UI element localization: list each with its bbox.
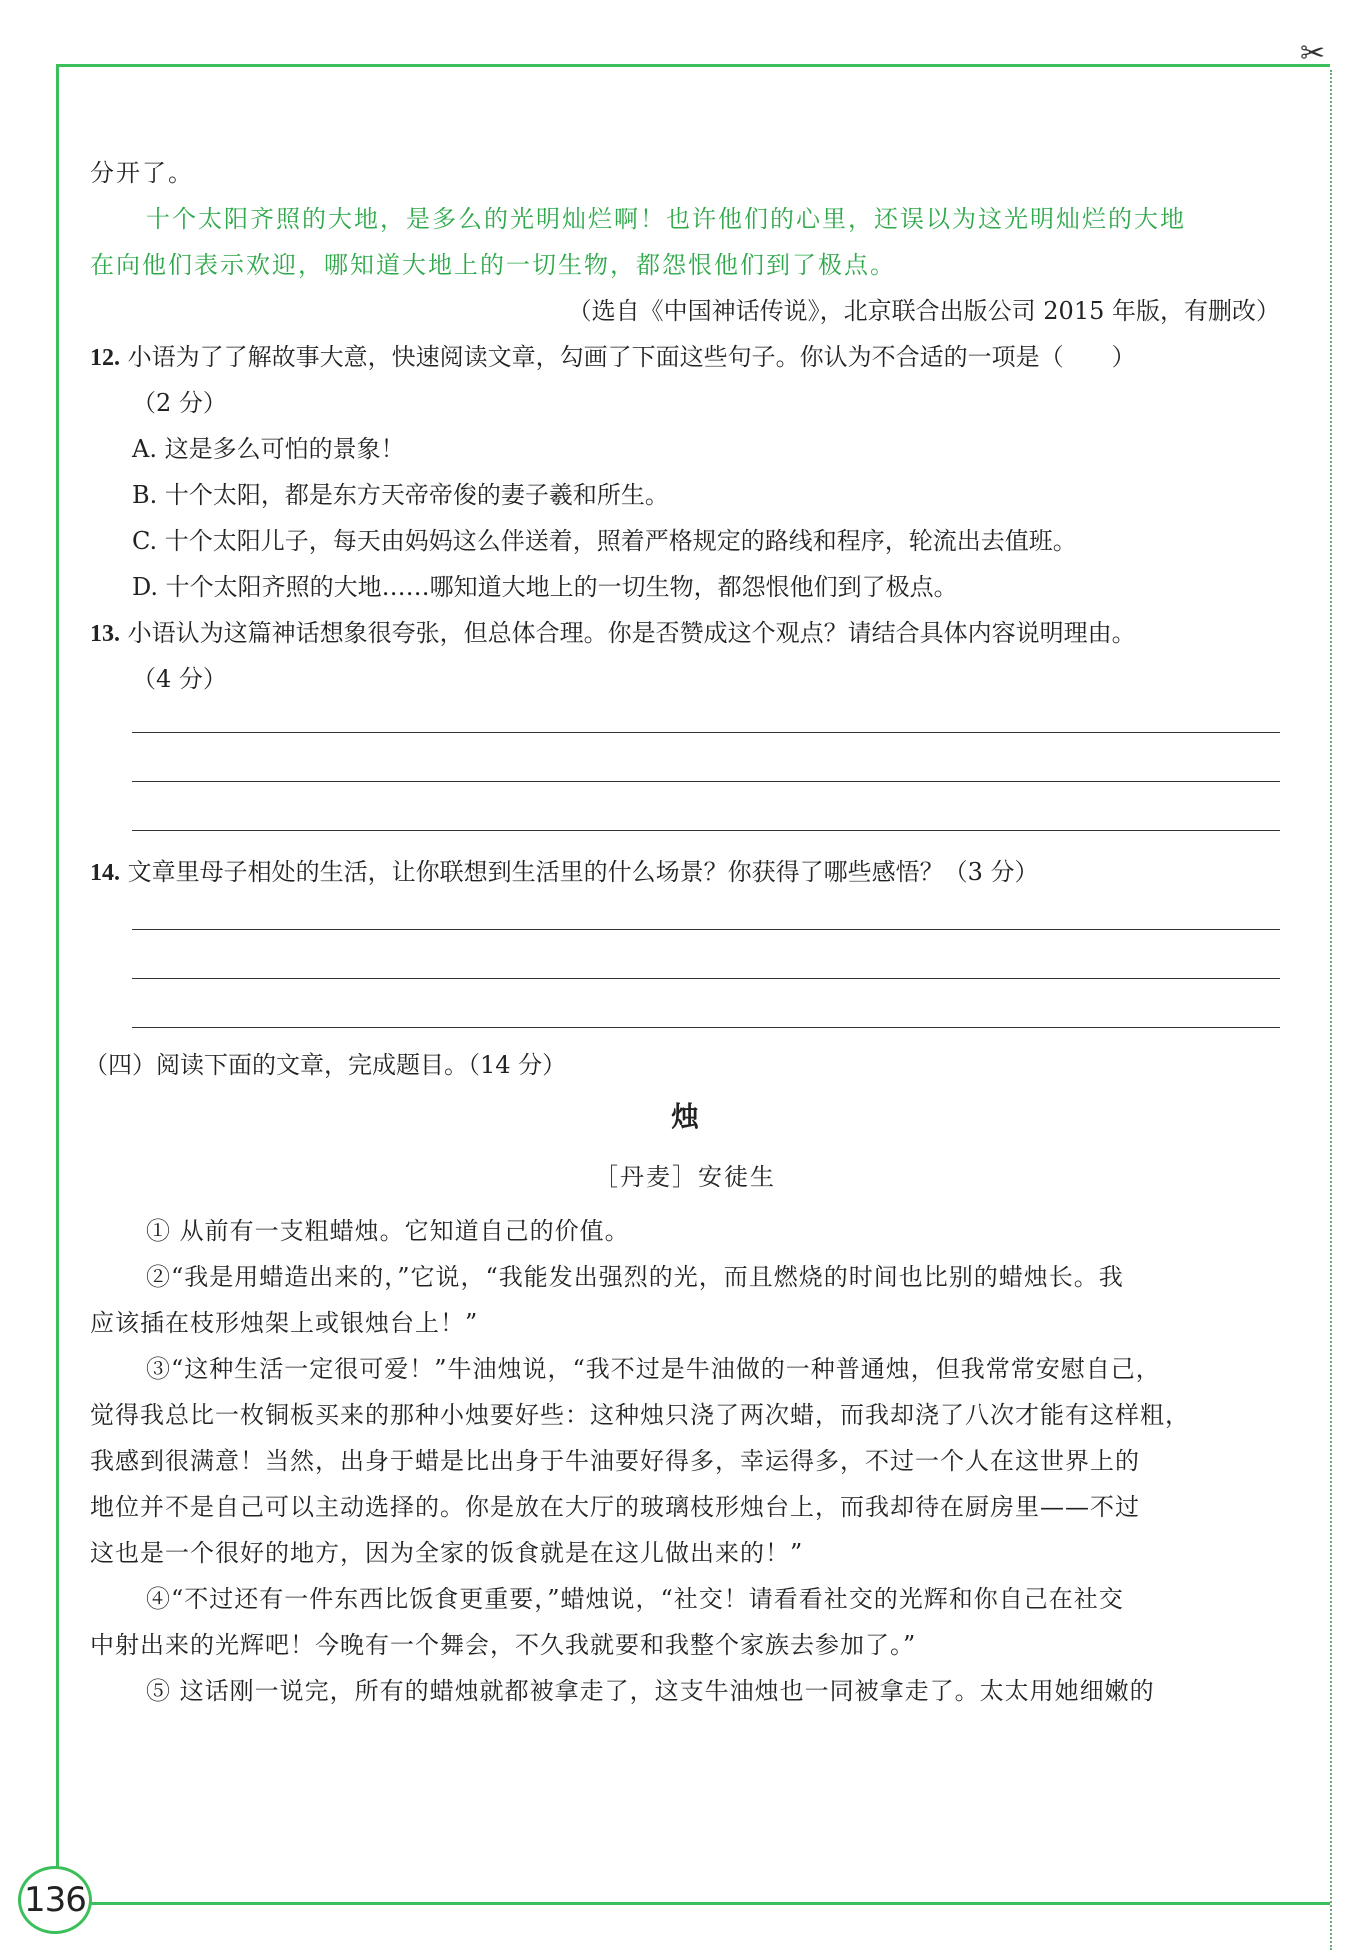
- page-frame-left: [56, 64, 59, 1904]
- article-author: ［丹麦］安徒生: [594, 1163, 776, 1191]
- page-frame-bottom: [80, 1902, 1330, 1905]
- paragraph-1: [90, 1208, 1280, 1254]
- paragraph-line: ⑤ 这话刚一说完，所有的蜡烛就都被拿走了，这支牛油烛也一同被拿走了。太太用她细嫩的: [146, 1677, 1155, 1705]
- question-number: 14.: [90, 860, 120, 886]
- green-passage-line-1: 十个太阳齐照的大地，是多么的光明灿烂啊！也许他们的心里，还误以为这光明灿烂的大地: [146, 205, 1186, 233]
- paragraph-line: 我感到很满意！当然，出身于蜡是比出身于牛油要好得多，幸运得多，不过一个人在这世界上的: [90, 1447, 1140, 1475]
- paragraph-line: ① 从前有一支粗蜡烛。它知道自己的价值。: [146, 1217, 630, 1245]
- question-12-score: （2 分）: [132, 389, 227, 417]
- question-text: 小语为了了解故事大意，快速阅读文章，勾画了下面这些句子。你认为不合适的一项是（ ）: [127, 343, 1136, 371]
- page-frame-top: [56, 64, 1330, 67]
- passage-end-line: 分开了。: [90, 159, 194, 187]
- paragraph-2: [90, 1254, 1280, 1346]
- question-number: 12.: [90, 345, 120, 371]
- paragraph-line: ③“这种生活一定很可爱！”牛油烛说，“我不过是牛油做的一种普通烛，但我常常安慰自己，: [146, 1355, 1161, 1383]
- section-4-heading: （四）阅读下面的文章，完成题目。（14 分）: [84, 1051, 567, 1079]
- question-text: 文章里母子相处的生活，让你联想到生活里的什么场景？你获得了哪些感悟？（3 分）: [127, 858, 1039, 886]
- paragraph-3: [90, 1346, 1280, 1576]
- scissors-icon: ✂: [1300, 36, 1326, 71]
- paragraph-line: 应该插在枝形烛架上或银烛台上！”: [90, 1309, 479, 1337]
- page-content: [84, 150, 1280, 1714]
- paragraph-line: ②“我是用蜡造出来的，”它说，“我能发出强烈的光，而且燃烧的时间也比别的蜡烛长。我: [146, 1263, 1124, 1291]
- paragraph-4: [90, 1576, 1280, 1668]
- cut-line: [1330, 70, 1332, 1950]
- question-14: [90, 849, 1280, 895]
- paragraph-5: [90, 1668, 1280, 1714]
- question-text: 小语认为这篇神话想象很夸张，但总体合理。你是否赞成这个观点？请结合具体内容说明理由。: [127, 619, 1136, 647]
- option-b[interactable]: B. 十个太阳，都是东方天帝帝俊的妻子羲和所生。: [132, 481, 669, 509]
- question-number: 13.: [90, 621, 120, 647]
- paragraph-line: 中射出来的光辉吧！今晚有一个舞会，不久我就要和我整个家族去参加了。”: [90, 1631, 917, 1659]
- paragraph-line: 这也是一个很好的地方，因为全家的饭食就是在这儿做出来的！”: [90, 1539, 804, 1567]
- passage-source: （选自《中国神话传说》，北京联合出版公司 2015 年版，有删改）: [567, 297, 1280, 325]
- article-title: 烛: [670, 1100, 699, 1133]
- green-passage-line-2: 在向他们表示欢迎，哪知道大地上的一切生物，都怨恨他们到了极点。: [90, 251, 896, 279]
- paragraph-line: 地位并不是自己可以主动选择的。你是放在大厅的玻璃枝形烛台上，而我却待在厨房里——不过: [90, 1493, 1140, 1521]
- page-number: 136: [18, 1866, 92, 1934]
- option-c[interactable]: C. 十个太阳儿子，每天由妈妈这么伴送着，照着严格规定的路线和程序，轮流出去值班。: [132, 527, 1077, 555]
- option-a[interactable]: A. 这是多么可怕的景象！: [132, 435, 405, 463]
- question-13: [90, 610, 1280, 656]
- paragraph-line: ④“不过还有一件东西比饭食更重要，”蜡烛说，“社交！请看看社交的光辉和你自己在社交: [146, 1585, 1124, 1613]
- option-d[interactable]: D. 十个太阳齐照的大地……哪知道大地上的一切生物，都怨恨他们到了极点。: [132, 573, 958, 601]
- question-13-score: （4 分）: [132, 665, 227, 693]
- paragraph-line: 觉得我总比一枚铜板买来的那种小烛要好些：这种烛只浇了两次蜡，而我却浇了八次才能有这样粗，: [90, 1401, 1190, 1429]
- question-12: [90, 334, 1280, 380]
